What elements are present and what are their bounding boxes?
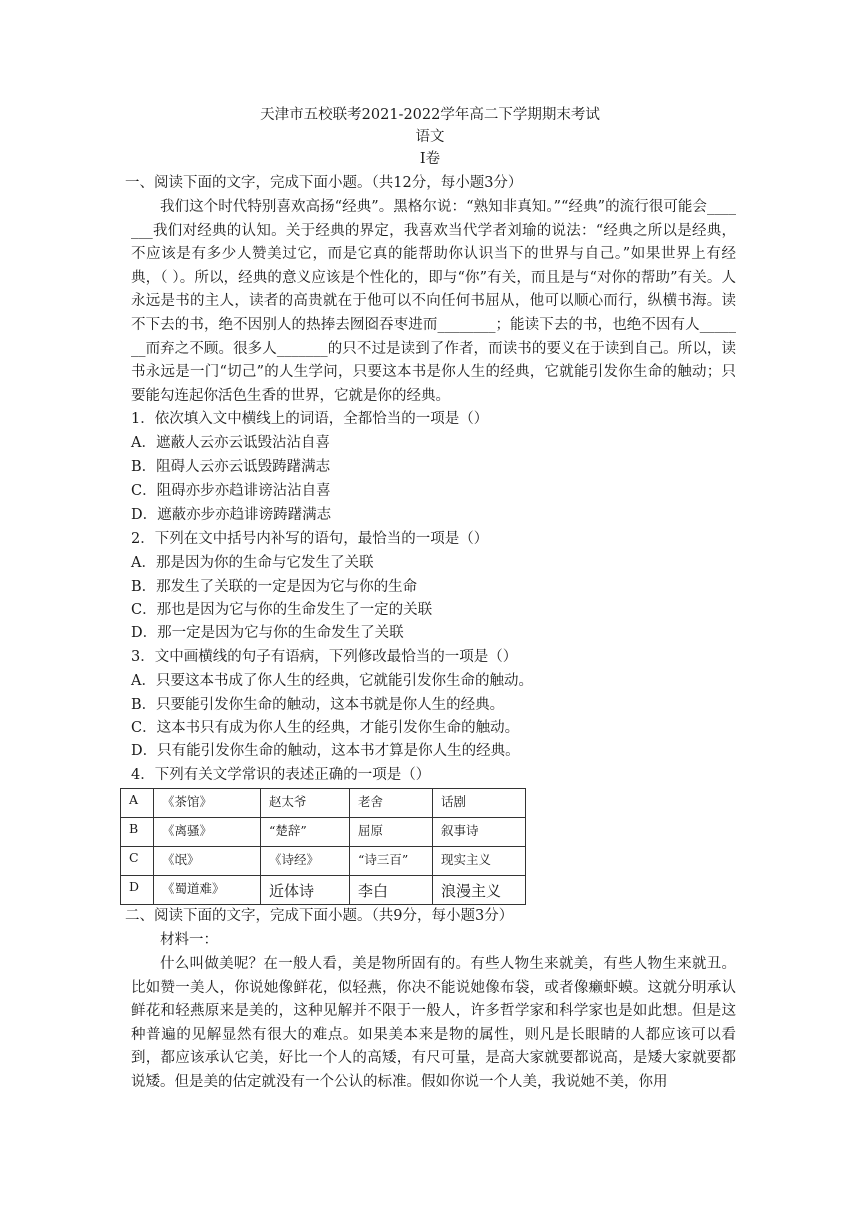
q1-option-a: A．遮蔽人云亦云诋毁沾沾自喜 <box>131 435 330 451</box>
table-row <box>121 876 526 905</box>
table-cell: 《氓》 <box>154 847 261 876</box>
q3-option-a: A．只要这本书成了你人生的经典，它就能引发你生命的触动。 <box>131 673 533 689</box>
q3-option-c: C．这本书只有成为你人生的经典，才能引发你生命的触动。 <box>131 720 520 736</box>
table-row <box>121 847 526 876</box>
q3-option-b: B．只要能引发你生命的触动，这本书就是你人生的经典。 <box>131 697 505 713</box>
table-cell: 叙事诗 <box>433 818 526 847</box>
q2-option-c: C．那也是因为它与你的生命发生了一定的关联 <box>131 602 433 618</box>
table-cell: C <box>121 847 154 876</box>
section1-heading: 一、阅读下面的文字，完成下面小题。（共12分，每小题3分） <box>125 175 523 191</box>
q4-stem: 4．下列有关文学常识的表述正确的一项是（） <box>131 767 431 783</box>
table-cell: 浪漫主义 <box>433 876 526 905</box>
material-label: 材料一： <box>160 932 218 948</box>
q1-option-b: B．阻碍人云亦云诋毁踌躇满志 <box>131 459 331 475</box>
q2-option-d: D．那一定是因为它与你的生命发生了关联 <box>131 625 404 641</box>
table-cell: 赵太爷 <box>261 789 350 818</box>
table-cell: 《蜀道难》 <box>154 876 261 905</box>
q1-option-d: D．遮蔽亦步亦趋诽谤踌躇满志 <box>131 507 332 523</box>
exam-title: 天津市五校联考2021-2022学年高二下学期期末考试 <box>260 107 600 123</box>
table-cell: 屈原 <box>350 818 433 847</box>
table-row <box>121 789 526 818</box>
q3-stem: 3．文中画横线的句子有语病，下列修改最恰当的一项是（） <box>131 649 518 665</box>
q1-stem: 1．依次填入文中横线上的词语，全都恰当的一项是（） <box>131 411 489 427</box>
table-cell: D <box>121 876 154 905</box>
table-cell: 老舍 <box>350 789 433 818</box>
q1-option-c: C．阻碍亦步亦趋诽谤沾沾自喜 <box>131 483 331 499</box>
table-row <box>121 818 526 847</box>
subject-title: 语文 <box>415 129 445 145</box>
table-cell: A <box>121 789 154 818</box>
table-cell: 《离骚》 <box>154 818 261 847</box>
table-cell: B <box>121 818 154 847</box>
q4-table <box>120 788 526 905</box>
section1-passage: 我们这个时代特别喜欢高扬“经典”。黑格尔说：“熟知非真知。”“经典”的流行很可能会_______我们对经典的认知。关于经典的界定，我喜欢当代学者刘瑜的说法：“经典之所以是经典，不应该是有多少人赞美过它，而是它真的能帮助你认识当下的世界与自己。”如果世界上有经典，（ ）。所以，经典的意义应该是个性化的，即与“你”有关，而且是与“对你的帮助”有关。人永远是书的主人，读者的高贵就在于他可以不向任何书屈从，他可以顺心而行，纵横书海。读不下去的书，绝不因别人的热捧去囫囵吞枣进而________；能读下去的书，也绝不因有人_______而弃之不顾。很多人_______的只不过是读到了作者，而读书的要义在于读到自己。所以，读书永远是一门“切己”的人生学问，只要这本书是你人生的经典，它就能引发你生命的触动；只要能勾连起你活色生香的世界，它就是你的经典。 <box>131 199 736 404</box>
table-cell: “诗三百” <box>350 847 433 876</box>
q3-option-d: D．只有能引发你生命的触动，这本书才算是你人生的经典。 <box>131 743 520 759</box>
section2-heading: 二、阅读下面的文字，完成下面小题。（共9分，每小题3分） <box>125 908 514 924</box>
volume-title: Ⅰ卷 <box>419 151 441 167</box>
table-cell: 《茶馆》 <box>154 789 261 818</box>
section2-passage: 什么叫做美呢？在一般人看，美是物所固有的。有些人物生来就美，有些人物生来就丑。比如赞一美人，你说她像鲜花，似轻燕，你决不能说她像布袋，或者像癞虾蟆。这就分明承认鲜花和轻燕原来是美的，这种见解并不限于一般人，许多哲学家和科学家也是如此想。但是这种普遍的见解显然有很大的难点。如果美本来是物的属性，则凡是长眼睛的人都应该可以看到，都应该承认它美，好比一个人的高矮，有尺可量，是高大家就要都说高，是矮大家就要都说矮。但是美的估定就没有一个公认的标准。假如你说一个人美，我说她不美，你用 <box>131 956 736 1090</box>
q2-option-b: B．那发生了关联的一定是因为它与你的生命 <box>131 579 418 595</box>
table-cell: 话剧 <box>433 789 526 818</box>
q2-stem: 2．下列在文中括号内补写的语句，最恰当的一项是（） <box>131 531 489 547</box>
table-cell: 李白 <box>350 876 433 905</box>
table-cell: 《诗经》 <box>261 847 350 876</box>
table-cell: 现实主义 <box>433 847 526 876</box>
q2-option-a: A．那是因为你的生命与它发生了关联 <box>131 555 374 571</box>
table-cell: 近体诗 <box>261 876 350 905</box>
table-cell: “楚辞” <box>261 818 350 847</box>
